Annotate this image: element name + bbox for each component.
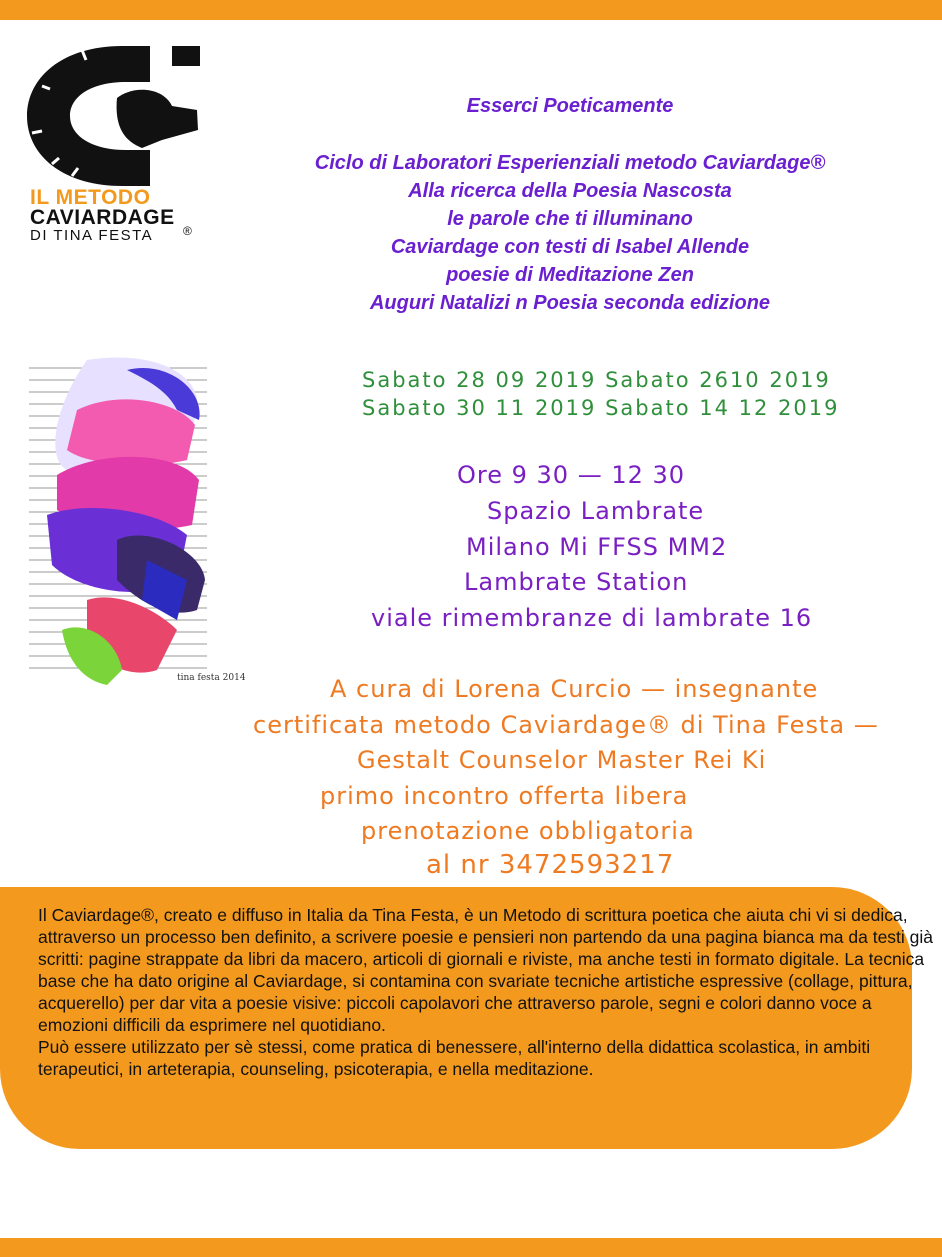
- free-offer-line: primo incontro offerta libera: [320, 782, 689, 810]
- dates-line-2: Sabato 30 11 2019 Sabato 14 12 2019: [362, 396, 840, 420]
- caviardage-logo: [22, 38, 212, 248]
- logo-line-3: DI TINA FESTA: [30, 227, 154, 244]
- svg-text:tina festa 2014: tina festa 2014: [177, 673, 246, 683]
- curator-line-3: Gestalt Counselor Master Rei Ki: [357, 746, 767, 774]
- event-title: Esserci Poeticamente: [466, 95, 674, 117]
- event-time: Ore 9 30 — 12 30: [457, 461, 686, 489]
- heading-line-4: Caviardage con testi di Isabel Allende: [390, 236, 750, 258]
- heading-line-1: Ciclo di Laboratori Esperienziali metodo Caviardage®: [314, 152, 826, 174]
- logo-c-icon: [22, 38, 212, 188]
- heading-line-6: Auguri Natalizi n Poesia seconda edizione: [369, 292, 771, 314]
- venue-address: viale rimembranze di lambrate 16: [371, 604, 813, 632]
- venue-name: Spazio Lambrate: [487, 497, 705, 525]
- logo-registered-mark: ®: [183, 224, 192, 238]
- caviardage-artwork-image: [27, 350, 246, 690]
- heading-line-2: Alla ricerca della Poesia Nascosta: [408, 180, 732, 202]
- top-orange-bar: [0, 0, 942, 20]
- phone-number: al nr 3472593217: [426, 850, 675, 880]
- logo-line-2: CAVIARDAGE: [30, 206, 175, 229]
- venue-station: Lambrate Station: [464, 568, 689, 596]
- description-paragraph-2: Può essere utilizzato per sè stessi, come pratica di benessere, all'interno della didattica scolastica, in ambiti terapeutici, in arteterapia, counseling, psicoterapia, e nella meditazione.: [38, 1037, 871, 1079]
- curator-line-2: certificata metodo Caviardage® di Tina Festa —: [253, 711, 879, 739]
- bottom-orange-bar: [0, 1238, 942, 1257]
- logo-line-1: IL METODO: [30, 186, 151, 209]
- dates-line-1: Sabato 28 09 2019 Sabato 2610 2019: [362, 368, 831, 392]
- description-text: [38, 904, 940, 1080]
- description-paragraph-1: Il Caviardage®, creato e diffuso in Italia da Tina Festa, è un Metodo di scrittura poetica che aiuta chi vi si dedica, attraverso un processo ben definito, a scrivere poesie e pensieri non partendo da una pagina bianca ma da testi già scritti: pagine strappate da libri da macero, articoli di giornali e riviste, ma anche testi in formato digitale. La tecnica base che ha dato origine al Caviardage, si contamina con svariate tecniche artistiche espressive (collage, pittura, acquerello) per dar vita a poesie visive: piccoli capolavori che attraverso parole, segni e colori danno voce a emozioni difficili da esprimere nel quotidiano.: [38, 905, 934, 1035]
- booking-line: prenotazione obbligatoria: [361, 817, 695, 845]
- heading-line-5: poesie di Meditazione Zen: [446, 264, 694, 286]
- heading-line-3: le parole che ti illuminano: [447, 208, 693, 230]
- curator-line-1: A cura di Lorena Curcio — insegnante: [330, 675, 819, 703]
- venue-city: Milano Mi FFSS MM2: [466, 533, 728, 561]
